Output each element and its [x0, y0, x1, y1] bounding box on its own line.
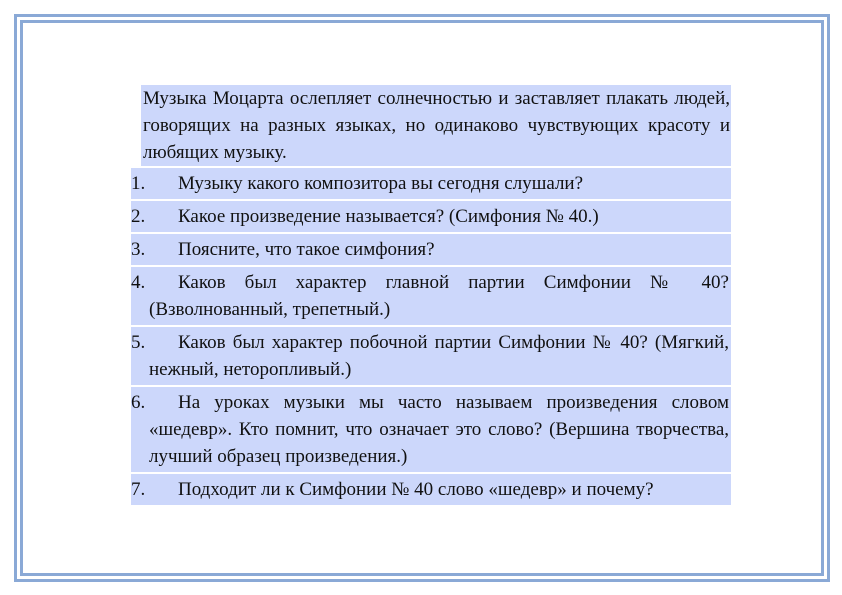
question-text: Поясните, что такое симфония?: [178, 239, 435, 260]
question-text: Какое произведение называется? (Симфония № 40.): [178, 206, 599, 227]
question-number: 7.: [131, 479, 146, 500]
question-text: На уроках музыки мы часто называем произведения словом «шедевр». Кто помнит, что означает это слово? (Вершина творчества, лучший образец произведения.): [149, 392, 729, 467]
question-text: Музыку какого композитора вы сегодня слушали?: [178, 173, 584, 194]
question-item: [131, 474, 731, 505]
intro-paragraph: Музыка Моцарта ослепляет солнечностью и заставляет плакать людей, говорящих на разных языках, но одинаково чувствующих красоту и любящих музыку.: [141, 85, 731, 166]
question-list: [131, 168, 731, 505]
question-number: 3.: [131, 239, 146, 260]
question-text: Каков был характер главной партии Симфонии № 40? (Взволнованный, трепетный.): [149, 272, 729, 320]
question-text: Подходит ли к Симфонии № 40 слово «шедевр» и почему?: [178, 479, 654, 500]
question-item: [131, 327, 731, 385]
question-number: 6.: [131, 392, 146, 413]
question-number: 1.: [131, 173, 146, 194]
question-item: [131, 234, 731, 265]
question-text: Каков был характер побочной партии Симфонии № 40? (Мягкий, нежный, неторопливый.): [149, 332, 729, 380]
question-number: 5.: [131, 332, 146, 353]
question-item: [131, 168, 731, 199]
question-number: 2.: [131, 206, 146, 227]
slide-content: [131, 85, 731, 505]
question-item: [131, 267, 731, 325]
question-item: [131, 387, 731, 472]
question-item: [131, 201, 731, 232]
question-number: 4.: [131, 272, 146, 293]
